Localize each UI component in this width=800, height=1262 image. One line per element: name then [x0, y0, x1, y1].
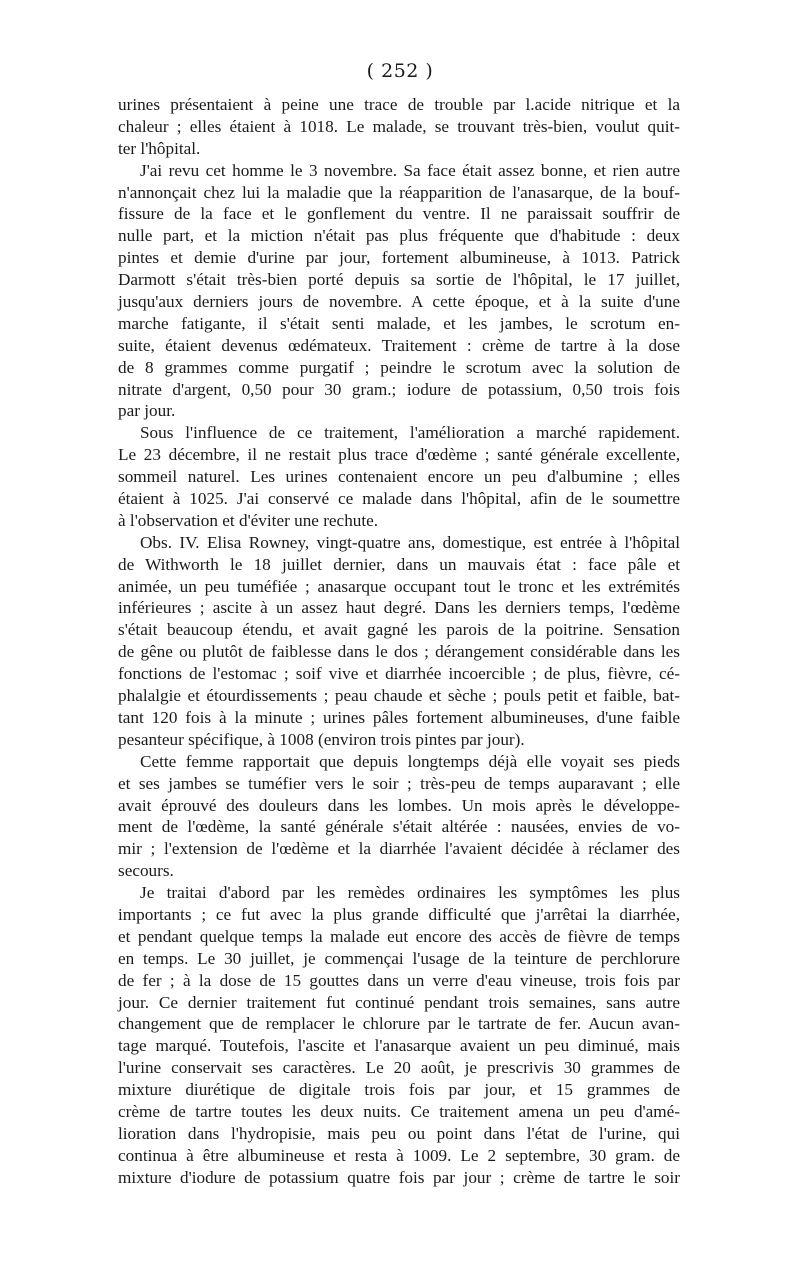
text-line: importants ; ce fut avec la plus grande difficulté que j'arrêtai la diarrhée,: [118, 904, 680, 924]
text-line: Je traitai d'abord par les remèdes ordinaires les symptômes les plus: [140, 883, 680, 903]
text-line: de 8 grammes comme purgatif ; peindre le scrotum avec la solution de: [118, 357, 680, 377]
text-line: suite, étaient devenus œdémateux. Traitement : crème de tartre à la dose: [118, 335, 680, 355]
text-line: de Withworth le 18 juillet dernier, dans un mauvais état : face pâle et: [118, 554, 680, 574]
paragraph: [118, 422, 680, 531]
paragraph: [118, 882, 680, 1188]
text-line: nulle part, et la miction n'était pas plus fréquente que d'habitude : deux: [118, 226, 680, 246]
text-line: animée, un peu tuméfiée ; anasarque occupant tout le tronc et les extrémités: [118, 576, 680, 596]
text-line: Le 23 décembre, il ne restait plus trace d'œdème ; santé générale excellente,: [118, 445, 680, 465]
text-line: phalalgie et étourdissements ; peau chaude et sèche ; pouls petit et faible, bat-: [118, 686, 680, 706]
text-line: en temps. Le 30 juillet, je commençai l'usage de la teinture de perchlorure: [118, 948, 680, 968]
text-line: crème de tartre toutes les deux nuits. Ce traitement amena un peu d'amé-: [118, 1101, 680, 1121]
paragraph: [118, 532, 680, 751]
text-line: inférieures ; ascite à un assez haut degré. Dans les derniers temps, l'œdème: [118, 598, 680, 618]
text-line: Sous l'influence de ce traitement, l'amélioration a marché rapidement.: [140, 423, 680, 443]
text-line: lioration dans l'hydropisie, mais peu ou point dans l'état de l'urine, qui: [118, 1123, 680, 1143]
text-line: secours.: [118, 861, 174, 881]
text-line: étaient à 1025. J'ai conservé ce malade dans l'hôpital, afin de le soumettre: [118, 489, 680, 509]
text-line: tant 120 fois à la minute ; urines pâles fortement albumineuses, d'une faible: [118, 707, 680, 727]
text-line: et pendant quelque temps la malade eut encore des accès de fièvre de temps: [118, 926, 680, 946]
paragraph: [118, 751, 680, 882]
text-line: fissure de la face et le gonflement du ventre. Il ne paraissait souffrir de: [118, 204, 680, 224]
text-line: continua à être albumineuse et resta à 1009. Le 2 septembre, 30 gram. de: [118, 1145, 680, 1165]
text-line: de fer ; à la dose de 15 gouttes dans un verre d'eau vineuse, trois fois par: [118, 970, 680, 990]
text-line: jusqu'aux derniers jours de novembre. A cette époque, et à la suite d'une: [118, 292, 680, 312]
text-line: tage marqué. Toutefois, l'ascite et l'anasarque avaient un peu diminué, mais: [118, 1036, 680, 1056]
body-text: [118, 94, 680, 1189]
text-line: Darmott s'était très-bien porté depuis sa sortie de l'hôpital, le 17 juillet,: [118, 270, 680, 290]
text-line: mixture d'iodure de potassium quatre fois par jour ; crème de tartre le soir: [118, 1167, 680, 1187]
text-line: marche fatigante, il s'était senti malade, et les jambes, le scrotum en-: [118, 313, 680, 333]
text-line: jour. Ce dernier traitement fut continué pendant trois semaines, sans autre: [118, 992, 680, 1012]
page-number: ( 252 ): [366, 60, 434, 82]
paragraph: [118, 94, 680, 160]
text-line: de gêne ou plutôt de faiblesse dans le dos ; dérangement considérable dans les: [118, 642, 680, 662]
text-line: changement que de remplacer le chlorure par le tartrate de fer. Aucun avan-: [118, 1014, 680, 1034]
text-line: Obs. IV. Elisa Rowney, vingt-quatre ans, domestique, est entrée à l'hôpital: [140, 532, 680, 552]
text-line: par jour.: [118, 401, 176, 421]
text-line: J'ai revu cet homme le 3 novembre. Sa face était assez bonne, et rien autre: [140, 160, 680, 180]
paragraph: [118, 160, 680, 423]
text-line: pintes et demie d'urine par jour, fortement albumineuse, à 1013. Patrick: [118, 248, 680, 268]
text-line: urines présentaient à peine une trace de trouble par l.acide nitrique et la: [118, 95, 680, 114]
text-line: nitrate d'argent, 0,50 pour 30 gram.; iodure de potassium, 0,50 trois fois: [118, 379, 680, 399]
text-line: fonctions de l'estomac ; soif vive et diarrhée incoercible ; de plus, fièvre, cé-: [118, 664, 680, 684]
text-line: chaleur ; elles étaient à 1018. Le malade, se trouvant très-bien, voulut quit-: [118, 116, 680, 136]
text-line: l'urine conservait ses caractères. Le 20 août, je prescrivis 30 grammes de: [118, 1058, 680, 1078]
text-line: sommeil naturel. Les urines contenaient encore un peu d'albumine ; elles: [118, 467, 680, 487]
text-line: ter l'hôpital.: [118, 138, 201, 158]
text-line: à l'observation et d'éviter une rechute.: [118, 510, 379, 530]
text-line: mir ; l'extension de l'œdème et la diarrhée l'avaient décidée à réclamer des: [118, 839, 680, 859]
text-line: avait éprouvé des douleurs dans les lombes. Un mois après le développe-: [118, 795, 680, 815]
text-line: s'était beaucoup étendu, et avait gagné les parois de la poitrine. Sensation: [118, 620, 680, 640]
text-line: mixture diurétique de digitale trois fois par jour, et 15 grammes de: [118, 1080, 680, 1100]
text-line: ment de l'œdème, la santé générale s'était altérée : nausées, envies de vo-: [118, 817, 680, 837]
text-line: et ses jambes se tuméfier vers le soir ; très-peu de temps auparavant ; elle: [118, 773, 680, 793]
text-line: n'annonçait chez lui la maladie que la réapparition de l'anasarque, de la bouf-: [118, 182, 680, 202]
text-line: pesanteur spécifique, à 1008 (environ trois pintes par jour).: [118, 729, 525, 749]
text-line: Cette femme rapportait que depuis longtemps déjà elle voyait ses pieds: [140, 751, 680, 771]
